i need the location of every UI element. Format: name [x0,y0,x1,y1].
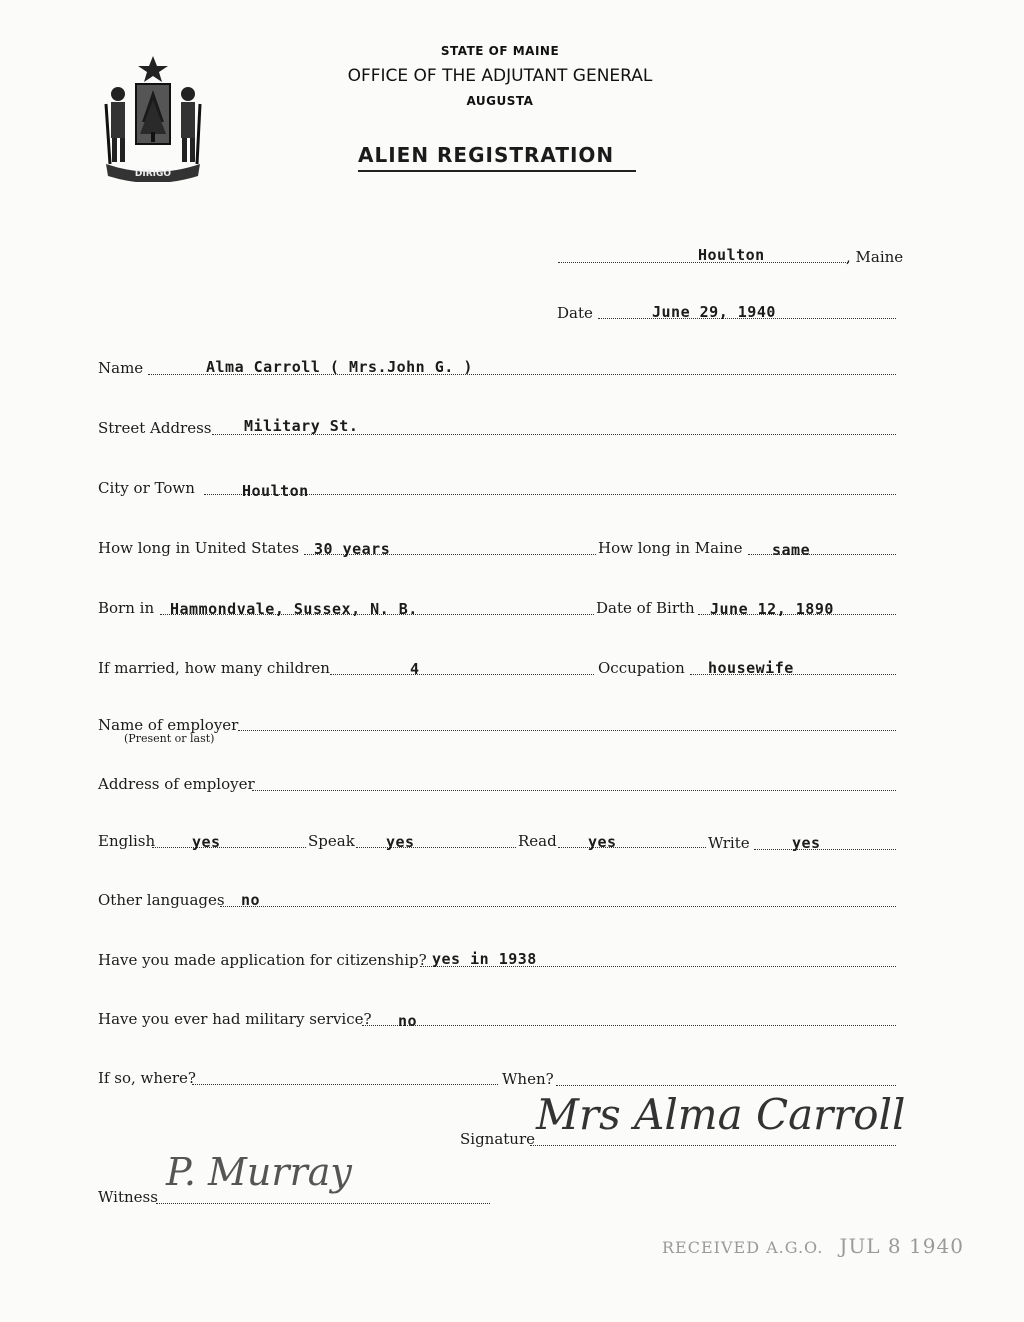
speak-line [356,847,516,848]
speak-value: yes [386,833,415,851]
maine-time-value: same [772,541,811,559]
us-time-label: How long in United States [98,539,300,557]
employer-address-label: Address of employer [98,775,255,793]
city-value: Houlton [242,482,309,500]
born-label: Born in [98,599,155,617]
write-value: yes [792,834,821,852]
stamp-date: JUL 8 1940 [839,1234,964,1258]
other-languages-line [220,906,896,907]
maine-seal-icon [98,52,208,182]
street-label: Street Address [98,419,212,437]
write-label: Write [708,834,750,852]
citizenship-value: yes in 1938 [432,950,537,968]
signature-label: Signature [460,1130,536,1148]
title-underline [358,170,636,172]
signature-handwritten: Mrs Alma Carroll [536,1090,906,1139]
witness-handwritten: P. Murray [166,1150,352,1194]
where-line [192,1084,498,1085]
born-value: Hammondvale, Sussex, N. B. [170,600,418,618]
other-languages-label: Other languages [98,891,225,909]
military-line [362,1025,896,1026]
children-label: If married, how many children [98,659,330,677]
employer-line [238,730,896,731]
occupation-value: housewife [708,659,794,677]
employer-sublabel: (Present or last) [124,732,215,745]
read-value: yes [588,833,617,851]
read-line [558,847,706,848]
us-time-value: 30 years [314,540,391,558]
english-label: English [98,832,156,850]
header-state: STATE OF MAINE [440,44,560,58]
dob-value: June 12, 1890 [710,600,834,618]
where-label: If so, where? [98,1069,196,1087]
english-line [152,847,306,848]
children-value: 4 [410,660,420,678]
witness-label: Witness [98,1188,158,1206]
street-value: Military St. [244,417,359,435]
signature-line [530,1145,896,1146]
stamp-received-text: RECEIVED A.G.O. [662,1238,824,1257]
english-value: yes [192,833,221,851]
maine-time-label: How long in Maine [598,539,743,557]
name-label: Name [98,359,144,377]
dob-label: Date of Birth [596,599,695,617]
seal-motto: DIRIGO [134,169,172,179]
write-line [754,849,896,850]
date-value: June 29, 1940 [652,303,776,321]
name-value: Alma Carroll ( Mrs.John G. ) [206,358,473,376]
received-stamp [662,1234,964,1258]
header-city: AUGUSTA [466,94,534,108]
employer-label: Name of employer [98,716,239,734]
form-title: ALIEN REGISTRATION [358,143,615,167]
employer-address-line [252,790,896,791]
other-languages-value: no [241,891,261,909]
when-line [556,1085,896,1086]
occupation-label: Occupation [598,659,685,677]
when-label: When? [502,1070,554,1088]
military-label: Have you ever had military service? [98,1010,372,1028]
witness-line [156,1203,490,1204]
city-label: City or Town [98,479,195,497]
place-label: , Maine [846,248,904,266]
maine-time-line [748,554,896,555]
children-line [330,674,594,675]
place-value: Houlton [698,246,765,264]
header-office: OFFICE OF THE ADJUTANT GENERAL [347,66,653,86]
speak-label: Speak [308,832,355,850]
military-value: no [398,1012,418,1030]
read-label: Read [518,832,557,850]
date-label: Date [557,304,593,322]
citizenship-label: Have you made application for citizenship? [98,951,427,969]
